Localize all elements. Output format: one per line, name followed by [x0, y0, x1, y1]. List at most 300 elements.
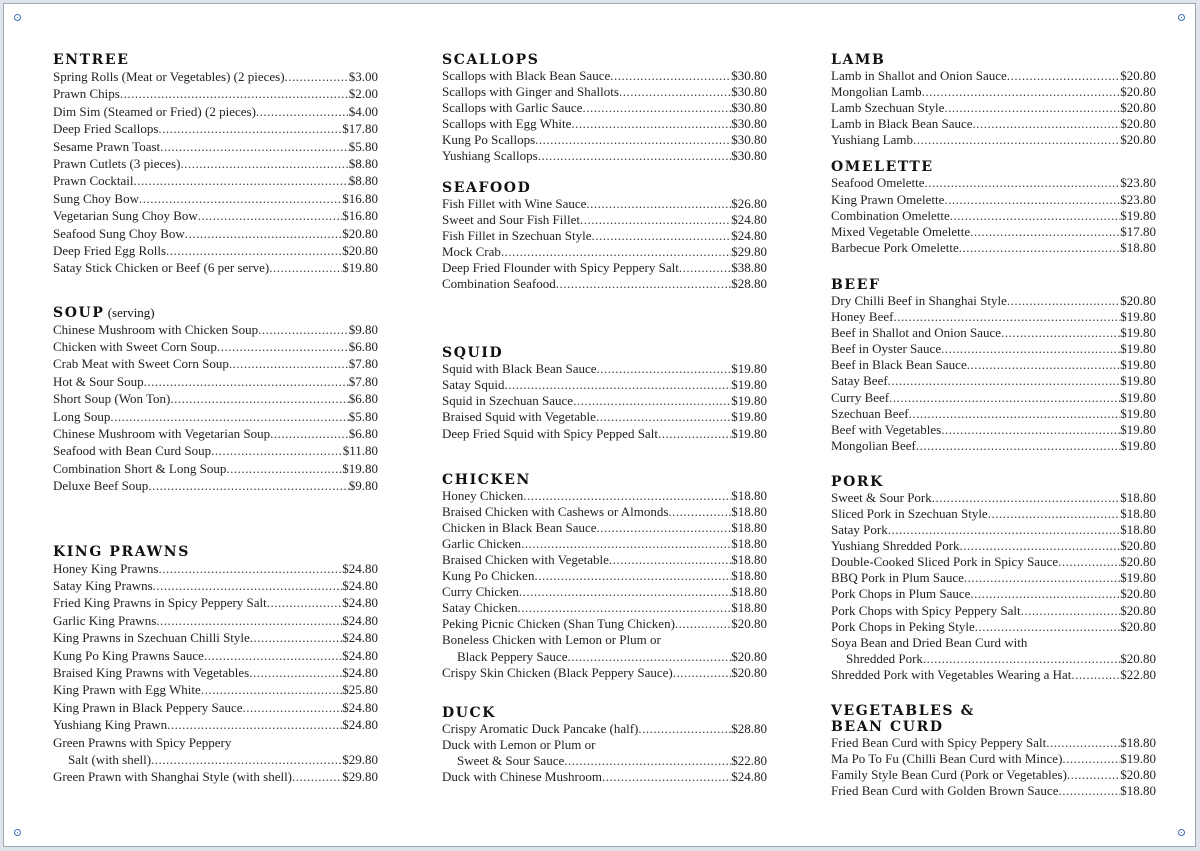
menu-item-name: Chinese Mushroom with Chicken Soup: [53, 321, 259, 337]
menu-item-list: [831, 735, 1156, 799]
menu-item: [53, 647, 378, 664]
menu-item-price: $26.80: [731, 195, 767, 211]
menu-item: [442, 100, 767, 116]
menu-item: [53, 242, 378, 259]
menu-item-name: Lamb in Shallot and Onion Sauce: [831, 68, 1007, 83]
dot-leader: [217, 338, 349, 355]
menu-item: [53, 190, 378, 207]
menu-item-price: $19.80: [1120, 570, 1156, 586]
menu-item: [53, 681, 378, 698]
menu-item-price: $19.80: [1120, 389, 1156, 405]
menu-item-name: Mock Crab: [442, 243, 501, 259]
menu-item: [53, 172, 378, 189]
menu-item-price: $20.80: [342, 242, 378, 258]
dot-leader: [180, 155, 348, 172]
menu-item-name: Beef in Oyster Sauce: [831, 341, 942, 357]
menu-item-price: $18.80: [731, 519, 767, 535]
menu-item-price: $18.80: [731, 487, 767, 503]
menu-item: [442, 568, 767, 584]
menu-item: [831, 132, 1156, 148]
menu-item-price: $19.80: [1120, 341, 1156, 357]
dot-leader: [534, 568, 731, 584]
menu-item-name: Sung Choy Bow: [53, 190, 139, 206]
menu-item-price: $20.80: [731, 648, 767, 664]
menu-item-name: Sweet and Sour Fish Fillet: [442, 211, 580, 227]
menu-item-name: BBQ Pork in Plum Sauce: [831, 570, 964, 586]
menu-item: [53, 664, 378, 681]
menu-item-price: $24.80: [342, 647, 378, 663]
menu-item-price: $24.80: [342, 699, 378, 715]
dot-leader: [673, 665, 732, 681]
menu-item-price: $16.80: [342, 190, 378, 206]
menu-item: [442, 488, 767, 504]
menu-item: [53, 612, 378, 629]
menu-item: [53, 207, 378, 224]
menu-item-name: Double-Cooked Sliced Pork in Spicy Sauce: [831, 554, 1059, 570]
dot-leader: [668, 504, 731, 520]
menu-item: [442, 84, 767, 100]
menu-section: [442, 180, 767, 293]
section-title: BEEF: [831, 276, 881, 293]
menu-item-name: Yushiang Shredded Pork: [831, 538, 960, 554]
menu-item: [442, 244, 767, 260]
menu-item-name: Fried Bean Curd with Golden Brown Sauce: [831, 783, 1059, 799]
menu-item-price: $19.80: [1120, 325, 1156, 341]
menu-item-price: $20.80: [731, 664, 767, 680]
menu-item-price: $19.80: [731, 361, 767, 377]
dot-leader: [975, 619, 1121, 635]
section-title: SEAFOOD: [442, 179, 532, 196]
menu-item: [831, 224, 1156, 240]
menu-item-price: $18.80: [1120, 783, 1156, 799]
menu-item-name: Garlic King Prawns: [53, 612, 157, 628]
menu-item-name: King Prawn Omelette: [831, 191, 945, 207]
menu-item-name: Braised Chicken with Vegetable: [442, 551, 609, 567]
dot-leader: [960, 538, 1121, 554]
menu-item-name: Deep Fried Egg Rolls: [53, 242, 167, 258]
menu-item-name: Sesame Prawn Toast: [53, 138, 161, 154]
menu-section: [53, 52, 378, 277]
menu-item: [53, 751, 378, 768]
menu-item-price: $28.80: [731, 276, 767, 292]
menu-item: [442, 504, 767, 520]
menu-item-price: $9.80: [348, 478, 378, 494]
dot-leader: [148, 477, 348, 494]
menu-item: [53, 734, 378, 751]
menu-item: [442, 68, 767, 84]
section-heading: [53, 544, 378, 560]
menu-item: [442, 409, 767, 425]
dot-leader: [967, 357, 1121, 373]
menu-section: [831, 474, 1156, 683]
menu-item: [831, 603, 1156, 619]
menu-item-price: $38.80: [731, 259, 767, 275]
menu-item-name: Fried Bean Curd with Spicy Peppery Salt: [831, 735, 1047, 750]
menu-item-name: Braised Squid with Vegetable: [442, 409, 596, 425]
dot-leader: [889, 390, 1120, 406]
menu-item-name: Hot & Sour Soup: [53, 373, 144, 389]
menu-item-price: $17.80: [1120, 223, 1156, 239]
dot-leader: [596, 409, 731, 425]
dot-leader: [267, 594, 342, 611]
menu-item: [442, 228, 767, 244]
menu-item-name: Mongolian Lamb: [831, 84, 922, 100]
menu-item: [831, 586, 1156, 602]
menu-item-price: $20.80: [1120, 602, 1156, 618]
section-title: CHICKEN: [442, 471, 531, 488]
dot-leader: [285, 68, 349, 85]
menu-item: [831, 490, 1156, 506]
menu-item-name: Chinese Mushroom with Vegetarian Soup: [53, 426, 271, 442]
dot-leader: [1058, 783, 1120, 799]
menu-section: [442, 345, 767, 441]
menu-item-price: $11.80: [342, 443, 378, 459]
menu-item-price: $19.80: [731, 409, 767, 425]
menu-item: [442, 552, 767, 568]
section-title: SCALLOPS: [442, 52, 540, 68]
menu-column-3: [831, 52, 1156, 799]
dot-leader: [602, 769, 731, 785]
menu-item-name: Honey King Prawns: [53, 560, 159, 576]
menu-item-price: $19.80: [342, 260, 378, 276]
dot-leader: [610, 68, 731, 84]
menu-item: [442, 276, 767, 292]
menu-item-price: $24.80: [731, 211, 767, 227]
menu-item: [53, 225, 378, 242]
menu-item-name: Satay King Prawns: [53, 577, 153, 593]
menu-item-price: $24.80: [731, 769, 767, 784]
menu-item: [53, 699, 378, 716]
menu-item: [53, 442, 378, 459]
dot-leader: [156, 612, 342, 629]
section-title: ENTREE: [53, 52, 130, 68]
menu-item-name: Ma Po To Fu (Chilli Bean Curd with Mince): [831, 751, 1063, 767]
menu-item-price: $18.80: [1120, 522, 1156, 538]
menu-item-name: Braised Chicken with Cashews or Almonds: [442, 503, 669, 519]
menu-item: [53, 85, 378, 102]
menu-item-price: $20.80: [342, 225, 378, 241]
section-heading: [53, 52, 378, 68]
menu-item-name: Short Soup (Won Ton): [53, 391, 171, 407]
menu-item-name: Prawn Cocktail: [53, 173, 134, 189]
menu-item-name: Chicken in Black Bean Sauce: [442, 519, 597, 535]
dot-leader: [211, 442, 343, 459]
menu-item-price: $24.80: [342, 630, 378, 646]
menu-item-price: $30.80: [731, 116, 767, 132]
menu-section: [53, 305, 378, 495]
section-heading: [442, 180, 767, 196]
menu-page: [3, 3, 1196, 847]
dot-leader: [1001, 325, 1120, 341]
menu-item-list: [831, 293, 1156, 454]
menu-item-name: Deep Fried Flounder with Spicy Peppery Salt: [442, 259, 679, 275]
menu-item-name: Satay Pork: [831, 522, 888, 538]
section-heading: [831, 474, 1156, 490]
section-title-suffix: (serving): [104, 304, 155, 320]
menu-item-name: Satay Stick Chicken or Beef (6 per serve): [53, 260, 270, 276]
menu-item: [442, 737, 767, 753]
dot-leader: [226, 460, 342, 477]
menu-item-price: $7.80: [348, 356, 378, 372]
menu-item: [442, 721, 767, 737]
menu-item: [53, 355, 378, 372]
dot-leader: [158, 560, 342, 577]
menu-item-name: Pork Chops in Plum Sauce: [831, 586, 971, 602]
menu-item-list: [442, 488, 767, 681]
dot-leader: [959, 240, 1120, 256]
dot-leader: [153, 577, 343, 594]
dot-leader: [941, 341, 1120, 357]
menu-item-price: $28.80: [731, 720, 767, 736]
dot-leader: [913, 132, 1120, 148]
menu-item-name: Mixed Vegetable Omelette: [831, 223, 971, 239]
menu-item-name: Yushiang King Prawn: [53, 717, 168, 733]
dot-leader: [582, 100, 731, 116]
menu-item: [53, 155, 378, 172]
menu-item-name: Family Style Bean Curd (Pork or Vegetables): [831, 767, 1067, 783]
menu-item: [53, 577, 378, 594]
menu-item-price: $20.80: [1120, 132, 1156, 148]
menu-item-name: Soya Bean and Dried Bean Curd with: [831, 634, 1028, 650]
menu-item-price: $19.80: [1120, 751, 1156, 767]
dot-leader: [970, 586, 1120, 602]
dot-leader: [973, 116, 1121, 132]
menu-item-name: Kung Po Chicken: [442, 568, 535, 584]
menu-item-price: $30.80: [731, 132, 767, 148]
menu-item: [831, 522, 1156, 538]
menu-item-name: Kung Po Scallops: [442, 132, 536, 148]
menu-item: [53, 768, 378, 785]
menu-item-price: $24.80: [342, 612, 378, 628]
menu-item-name: Sweet & Sour Sauce: [457, 752, 565, 768]
menu-item: [831, 357, 1156, 373]
menu-item-name: Shredded Pork with Vegetables Wearing a Hat: [831, 666, 1072, 682]
menu-item-price: $3.00: [348, 69, 378, 84]
dot-leader: [201, 681, 342, 698]
menu-item: [442, 536, 767, 552]
menu-item-name: Honey Beef: [831, 309, 894, 325]
menu-item-price: $4.00: [348, 103, 378, 119]
menu-item: [53, 259, 378, 276]
menu-section: [831, 703, 1156, 799]
menu-item-price: $20.80: [731, 616, 767, 632]
menu-section: [442, 52, 767, 165]
menu-item-price: $19.80: [1120, 437, 1156, 453]
menu-item: [831, 783, 1156, 799]
menu-item-price: $19.80: [1120, 207, 1156, 223]
dot-leader: [258, 321, 349, 338]
menu-item-price: $29.80: [342, 769, 378, 785]
menu-item-name: Peking Picnic Chicken (Shan Tung Chicken): [442, 616, 675, 632]
menu-item: [442, 632, 767, 648]
menu-item: [53, 373, 378, 390]
menu-item-price: $18.80: [731, 584, 767, 600]
menu-item-name: Green Prawn with Shanghai Style (with shell): [53, 769, 293, 785]
dot-leader: [1007, 68, 1120, 84]
menu-item-price: $19.80: [1120, 309, 1156, 325]
dot-leader: [573, 393, 731, 409]
menu-item-name: Shredded Pork: [846, 650, 923, 666]
dot-leader: [609, 552, 731, 568]
corner-handle-icon: [1178, 829, 1185, 836]
menu-item-name: Deep Fried Scallops: [53, 121, 159, 137]
menu-item: [442, 769, 767, 785]
section-title: PORK: [831, 473, 884, 490]
menu-item-price: $24.80: [342, 664, 378, 680]
menu-item: [831, 506, 1156, 522]
section-heading: [442, 705, 767, 721]
menu-item-price: $29.80: [342, 751, 378, 767]
dot-leader: [580, 212, 731, 228]
dot-leader: [134, 172, 349, 189]
menu-item-price: $19.80: [1120, 421, 1156, 437]
dot-leader: [1021, 603, 1121, 619]
menu-item-name: Sliced Pork in Szechuan Style: [831, 505, 988, 521]
menu-item-name: Lamb in Black Bean Sauce: [831, 116, 973, 132]
menu-item-price: $19.80: [1120, 405, 1156, 421]
menu-item: [442, 584, 767, 600]
dot-leader: [679, 260, 731, 276]
dot-leader: [916, 438, 1120, 454]
dot-leader: [256, 103, 349, 120]
menu-item: [831, 619, 1156, 635]
dot-leader: [950, 208, 1120, 224]
dot-leader: [597, 361, 732, 377]
menu-item-name: Crispy Skin Chicken (Black Peppery Sauce): [442, 664, 673, 680]
dot-leader: [944, 192, 1120, 208]
dot-leader: [922, 84, 1121, 100]
menu-item-price: $19.80: [342, 460, 378, 476]
menu-item-name: Prawn Chips: [53, 86, 120, 102]
dot-leader: [586, 196, 731, 212]
menu-item-price: $18.80: [1120, 489, 1156, 505]
menu-item-name: Fish Fillet in Szechuan Style: [442, 227, 592, 243]
dot-leader: [535, 132, 731, 148]
menu-item-name: Combination Omelette: [831, 207, 950, 223]
menu-item-price: $23.80: [1120, 191, 1156, 207]
dot-leader: [250, 629, 342, 646]
menu-column-2: [442, 52, 767, 785]
menu-item-price: $19.80: [1120, 373, 1156, 389]
dot-leader: [556, 276, 732, 292]
menu-item: [53, 629, 378, 646]
dot-leader: [1071, 667, 1120, 683]
corner-handle-icon: [1178, 14, 1185, 21]
dot-leader: [638, 721, 731, 737]
menu-item: [831, 373, 1156, 389]
section-heading: [442, 472, 767, 488]
section-heading: [53, 305, 378, 321]
menu-item-price: $24.80: [342, 577, 378, 593]
menu-item-price: $19.80: [731, 377, 767, 393]
menu-item: [53, 390, 378, 407]
menu-item-price: $18.80: [1120, 735, 1156, 750]
section-title: SQUID: [442, 345, 504, 362]
menu-item-name: Deep Fried Squid with Spicy Pepped Salt: [442, 425, 658, 441]
menu-item-name: Crab Meat with Sweet Corn Soup: [53, 356, 229, 372]
menu-item-name: Spring Rolls (Meat or Vegetables) (2 pieces): [53, 69, 285, 84]
section-title: VEGETABLES &: [831, 703, 975, 719]
menu-item-name: Fish Fillet with Wine Sauce: [442, 195, 587, 211]
menu-item-price: $20.80: [1120, 68, 1156, 83]
dot-leader: [158, 120, 342, 137]
menu-item: [831, 667, 1156, 683]
dot-leader: [964, 570, 1120, 586]
dot-leader: [269, 259, 342, 276]
menu-item: [442, 393, 767, 409]
dot-leader: [932, 490, 1121, 506]
menu-item: [831, 635, 1156, 651]
corner-handle-icon: [14, 829, 21, 836]
menu-item-name: Crispy Aromatic Duck Pancake (half): [442, 720, 639, 736]
dot-leader: [909, 406, 1121, 422]
menu-item-name: Curry Chicken: [442, 584, 519, 600]
menu-item-price: $20.80: [1120, 538, 1156, 554]
menu-item-name: King Prawns in Szechuan Chilli Style: [53, 630, 250, 646]
menu-item-name: Barbecue Pork Omelette: [831, 239, 959, 255]
menu-item-name: Duck with Lemon or Plum or: [442, 736, 596, 752]
menu-item-price: $24.80: [342, 560, 378, 576]
menu-item: [442, 616, 767, 632]
menu-item-price: $6.80: [348, 339, 378, 355]
menu-item-name: Prawn Cutlets (3 pieces): [53, 155, 181, 171]
dot-leader: [167, 716, 342, 733]
menu-item-name: Sweet & Sour Pork: [831, 489, 932, 505]
menu-item: [831, 554, 1156, 570]
menu-item-price: $20.80: [1120, 767, 1156, 783]
menu-item-name: Green Prawns with Spicy Peppery: [53, 734, 232, 750]
menu-item-list: [53, 68, 378, 277]
menu-item-name: Long Soup: [53, 408, 111, 424]
dot-leader: [893, 309, 1120, 325]
menu-item: [53, 594, 378, 611]
menu-item: [53, 716, 378, 733]
menu-item-name: Dry Chilli Beef in Shanghai Style: [831, 292, 1007, 308]
menu-item-name: Pork Chops in Peking Style: [831, 618, 975, 634]
menu-section: [442, 472, 767, 681]
menu-item-name: King Prawn in Black Peppery Sauce: [53, 699, 243, 715]
dot-leader: [110, 408, 348, 425]
corner-handle-icon: [14, 14, 21, 21]
menu-item-name: Yushiang Lamb: [831, 132, 913, 148]
menu-item-name: Mongolian Beef: [831, 437, 916, 453]
menu-item: [831, 309, 1156, 325]
dot-leader: [249, 664, 342, 681]
menu-item-name: Scallops with Garlic Sauce: [442, 100, 583, 116]
menu-item-name: Dim Sim (Steamed or Fried) (2 pieces): [53, 103, 256, 119]
menu-item: [831, 422, 1156, 438]
menu-item-price: $8.80: [348, 173, 378, 189]
menu-item-name: Kung Po King Prawns Sauce: [53, 647, 204, 663]
dot-leader: [151, 751, 342, 768]
menu-item: [831, 116, 1156, 132]
menu-item-name: Scallops with Black Bean Sauce: [442, 68, 611, 83]
dot-leader: [888, 522, 1121, 538]
dot-leader: [658, 426, 731, 442]
menu-item-price: $18.80: [731, 551, 767, 567]
dot-leader: [567, 649, 731, 665]
menu-item: [53, 560, 378, 577]
menu-item-price: $8.80: [348, 155, 378, 171]
menu-item: [831, 438, 1156, 454]
dot-leader: [970, 224, 1120, 240]
dot-leader: [597, 520, 732, 536]
menu-item-price: $24.80: [731, 227, 767, 243]
section-title: KING PRAWNS: [53, 543, 190, 560]
menu-section: [831, 52, 1156, 148]
menu-section: [831, 159, 1156, 255]
menu-item-name: Duck with Chinese Mushroom: [442, 769, 602, 784]
